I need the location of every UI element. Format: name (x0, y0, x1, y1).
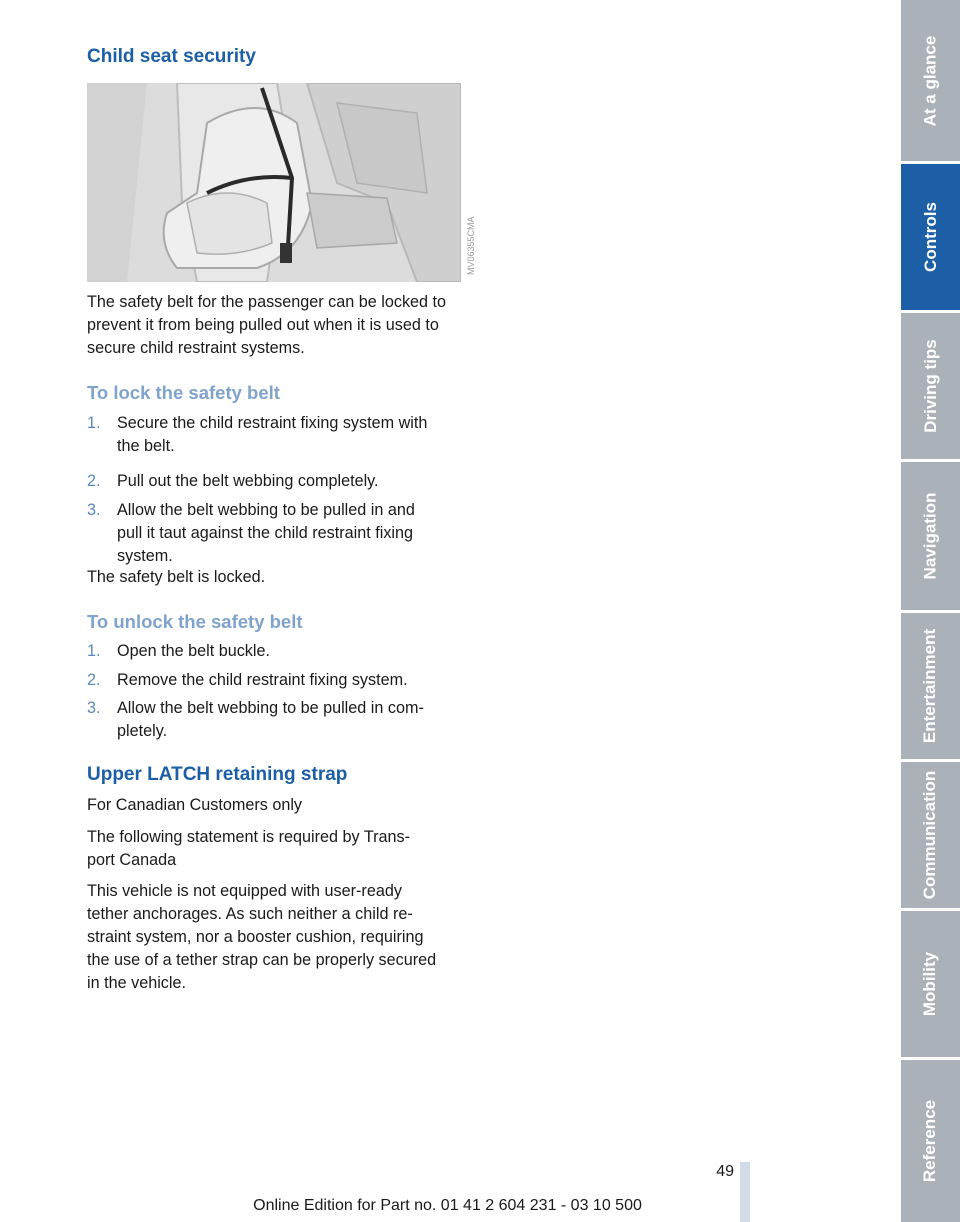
footer-text: Online Edition for Part no. 01 41 2 604 231 - 03 10 500 (253, 1197, 642, 1214)
child-seat-drawing (87, 83, 461, 282)
page-number: 49 (716, 1163, 734, 1180)
unlock-heading: To unlock the safety belt (87, 611, 303, 632)
latch-heading: Upper LATCH retaining strap (87, 764, 348, 785)
svg-text:MV06355CMA: MV06355CMA (466, 216, 476, 275)
tab-reference[interactable]: Reference (901, 1060, 960, 1222)
latch-paragraph: This vehicle is not equipped with user-ready tether anchorages. As such neither a child re- straint system, nor a booster cushion, requiring the use of a tether strap can be properly secured in the vehicle. (87, 882, 437, 992)
tab-communication[interactable]: Communication (901, 762, 960, 908)
lock-heading: To lock the safety belt (87, 382, 280, 403)
lock-result: The safety belt is locked. (87, 568, 266, 586)
section-heading: Child seat security (87, 46, 256, 67)
child-seat-illustration (87, 83, 461, 282)
tab-controls[interactable]: Controls (901, 164, 960, 310)
tab-driving-tips[interactable]: Driving tips (901, 313, 960, 459)
tab-at-a-glance[interactable]: At a glance (901, 0, 960, 161)
tab-entertainment[interactable]: Entertainment (901, 613, 960, 759)
chapter-tabs (901, 0, 960, 1222)
tab-navigation[interactable]: Navigation (901, 462, 960, 610)
latch-paragraph: The following statement is required by Trans- port Canada (87, 828, 410, 869)
latch-paragraph: For Canadian Customers only (87, 796, 303, 814)
figure-code (463, 215, 477, 275)
intro-paragraph: The safety belt for the passenger can be locked to prevent it from being pulled out when it is used to secure child restraint systems. (87, 293, 447, 357)
tab-mobility[interactable]: Mobility (901, 911, 960, 1057)
